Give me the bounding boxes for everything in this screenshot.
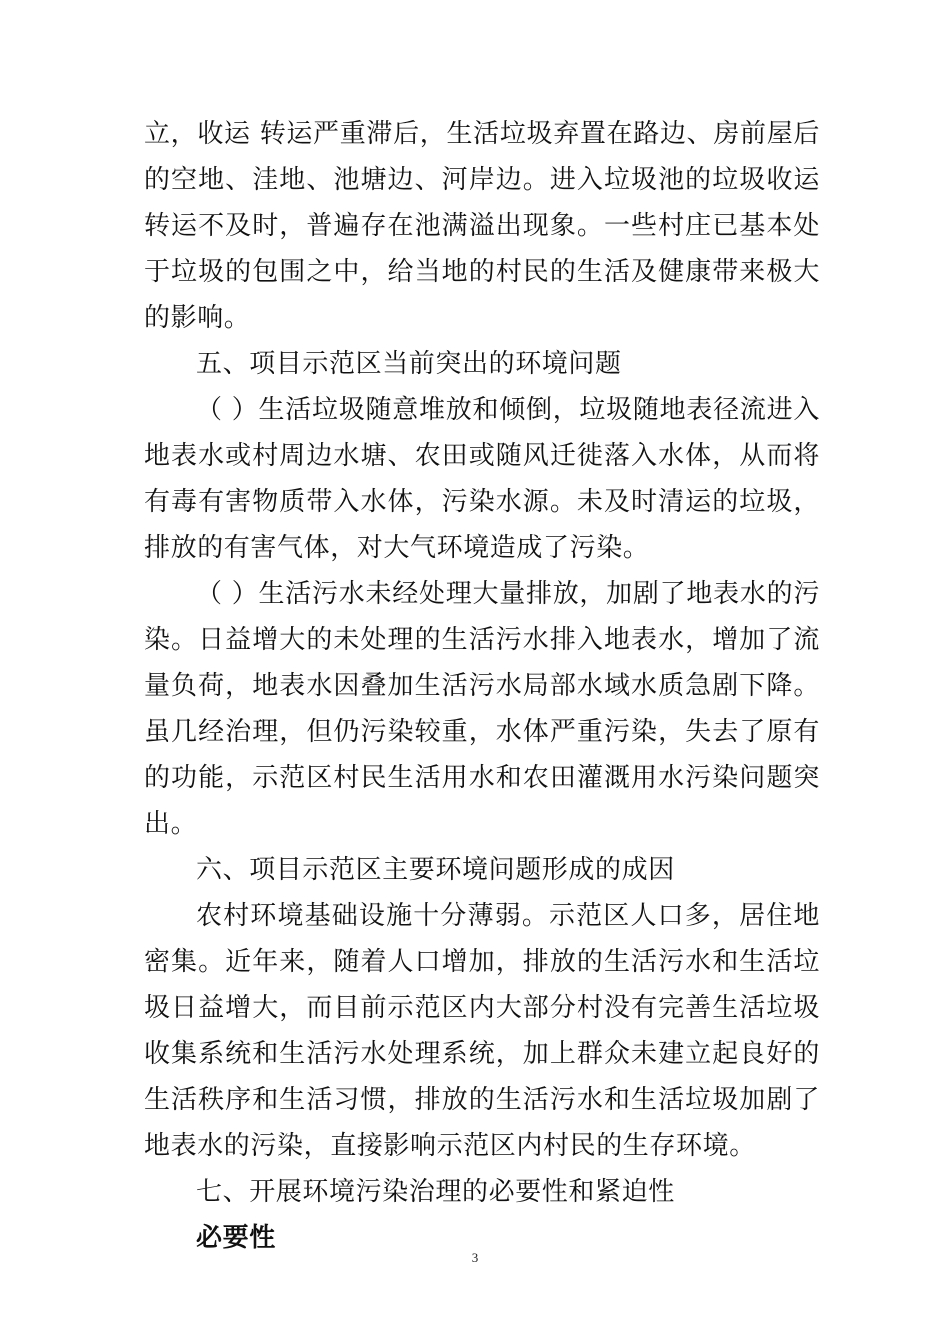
paragraph-garbage-pollution: （ ）生活垃圾随意堆放和倾倒，垃圾随地表径流进入地表水或村周边水塘、农田或随风迁徙落入水体，从而将有毒有害物质带入水体，污染水源。未及时清运的垃圾，排放的有害气体，对大气环境造成了污染。 (144, 395, 820, 563)
section-heading-5: 五、项目示范区当前突出的环境问题 (196, 349, 622, 379)
paragraph-sewage-pollution: （ ）生活污水未经处理大量排放，加剧了地表水的污染。日益增大的未处理的生活污水排入地表水，增加了流量负荷，地表水因叠加生活污水局部水域水质急剧下降。虽几经治理，但仍污染较重，水体严重污染，失去了原有的功能，示范区村民生活用水和农田灌溉用水污染问题突出。 (144, 579, 820, 839)
document-body (144, 111, 820, 1261)
section-heading-7: 七、开展环境污染治理的必要性和紧迫性 (196, 1177, 675, 1207)
page-number: 3 (471, 1250, 479, 1265)
subheading-necessity: 必要性 (196, 1223, 276, 1253)
section-heading-6: 六、项目示范区主要环境问题形成的成因 (196, 855, 675, 885)
paragraph-causes: 农村环境基础设施十分薄弱。示范区人口多，居住地密集。近年来，随着人口增加，排放的生活污水和生活垃圾日益增大，而目前示范区内大部分村没有完善生活垃圾收集系统和生活污水处理系统，加上群众未建立起良好的生活秩序和生活习惯，排放的生活污水和生活垃圾加剧了地表水的污染，直接影响示范区内村民的生存环境。 (144, 901, 820, 1161)
paragraph-continuation: 立，收运 转运严重滞后，生活垃圾弃置在路边、房前屋后的空地、洼地、池塘边、河岸边。进入垃圾池的垃圾收运 转运不及时，普遍存在池满溢出现象。一些村庄已基本处于垃圾的包围之中，给当地的村民的生活及健康带来极大的影响。 (144, 119, 820, 333)
